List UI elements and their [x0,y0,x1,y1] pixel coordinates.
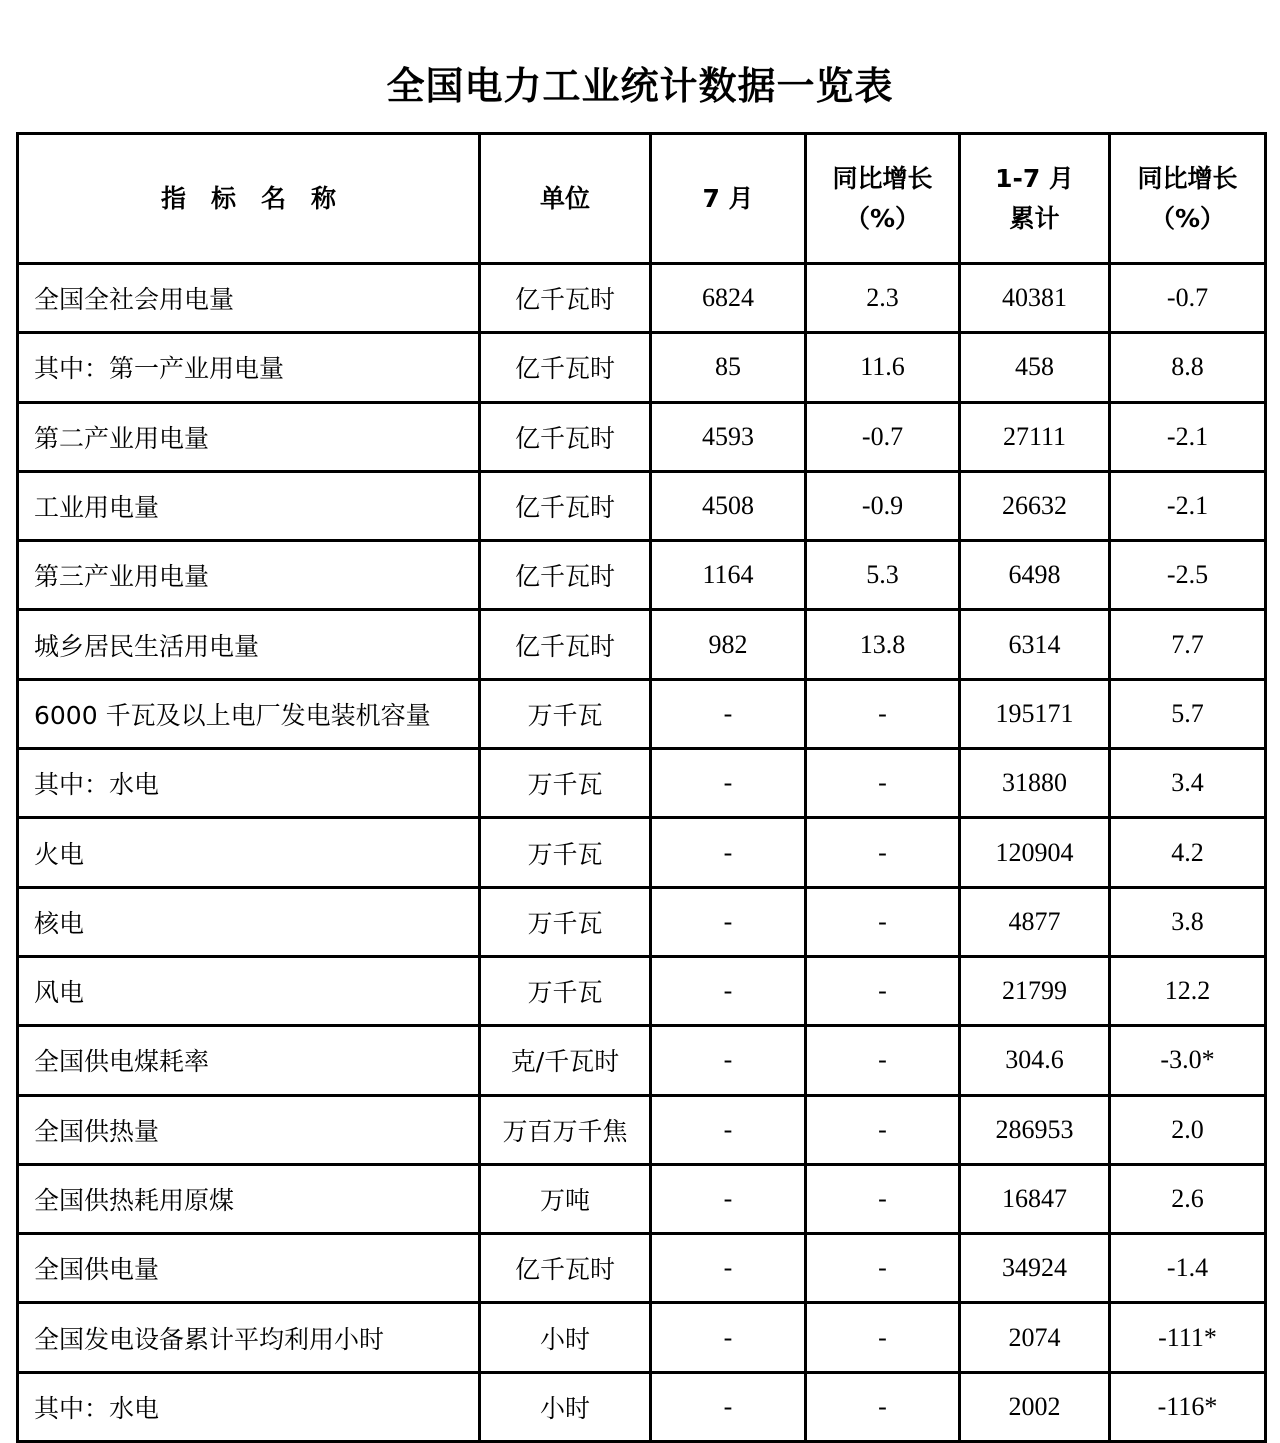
table-row [18,749,1266,818]
unit-cell: 亿千瓦时 [480,471,651,540]
indicator-name: 城乡居民生活用电量 [18,610,480,679]
table-row [18,887,1266,956]
cumulative-yoy-value: 2.0 [1110,1095,1266,1164]
cumulative-yoy-value: -2.5 [1110,541,1266,610]
month-value: - [651,1303,806,1372]
header-month: 7 月 [651,134,806,264]
month-yoy-value: - [806,887,960,956]
cumulative-value: 195171 [960,679,1110,748]
indicator-name: 6000 千瓦及以上电厂发电装机容量 [18,679,480,748]
cumulative-value: 26632 [960,471,1110,540]
month-value: - [651,956,806,1025]
month-yoy-value: - [806,956,960,1025]
month-yoy-value: - [806,679,960,748]
unit-cell: 万千瓦 [480,956,651,1025]
unit-cell: 万千瓦 [480,818,651,887]
cumulative-value: 120904 [960,818,1110,887]
month-yoy-value: - [806,818,960,887]
month-yoy-value: - [806,1095,960,1164]
cumulative-value: 34924 [960,1234,1110,1303]
cumulative-yoy-value: 3.8 [1110,887,1266,956]
header-row [18,134,1266,264]
unit-cell: 小时 [480,1372,651,1441]
month-value: - [651,818,806,887]
header-unit: 单位 [480,134,651,264]
table-row [18,402,1266,471]
indicator-name: 其中：水电 [18,1372,480,1441]
month-yoy-value: -0.9 [806,471,960,540]
month-value: - [651,887,806,956]
month-yoy-value: - [806,1234,960,1303]
indicator-name: 工业用电量 [18,471,480,540]
unit-cell: 万百万千焦 [480,1095,651,1164]
cumulative-yoy-value: -1.4 [1110,1234,1266,1303]
month-yoy-value: -0.7 [806,402,960,471]
header-yoy-month [806,134,960,264]
table-row [18,264,1266,333]
table-row [18,1303,1266,1372]
table-row [18,1026,1266,1095]
page-title: 全国电力工业统计数据一览表 [386,64,894,108]
unit-cell: 万千瓦 [480,749,651,818]
cumulative-value: 16847 [960,1164,1110,1233]
indicator-name: 其中：第一产业用电量 [18,333,480,402]
cumulative-yoy-value: -116* [1110,1372,1266,1441]
indicator-name: 全国供热量 [18,1095,480,1164]
month-value: - [651,1164,806,1233]
table-row [18,610,1266,679]
cumulative-value: 40381 [960,264,1110,333]
table-row [18,679,1266,748]
indicator-name: 全国发电设备累计平均利用小时 [18,1303,480,1372]
month-value: 1164 [651,541,806,610]
header-yoy-cumulative [1110,134,1266,264]
month-yoy-value: - [806,1164,960,1233]
header-yoy-month-unit: （%） [844,203,921,233]
cumulative-value: 2002 [960,1372,1110,1441]
cumulative-yoy-value: 3.4 [1110,749,1266,818]
month-yoy-value: - [806,749,960,818]
header-yoy-cumulative-unit: （%） [1149,203,1226,233]
month-yoy-value: 13.8 [806,610,960,679]
indicator-name: 全国供电煤耗率 [18,1026,480,1095]
table-row [18,818,1266,887]
cumulative-value: 2074 [960,1303,1110,1372]
header-yoy-cumulative-label: 同比增长 [1137,163,1238,193]
cumulative-yoy-value: -0.7 [1110,264,1266,333]
indicator-name: 核电 [18,887,480,956]
month-value: - [651,1372,806,1441]
cumulative-value: 304.6 [960,1026,1110,1095]
table-row [18,541,1266,610]
indicator-name: 火电 [18,818,480,887]
indicator-name: 全国供电量 [18,1234,480,1303]
cumulative-value: 6314 [960,610,1110,679]
unit-cell: 亿千瓦时 [480,264,651,333]
unit-cell: 万千瓦 [480,887,651,956]
unit-cell: 万千瓦 [480,679,651,748]
unit-cell: 亿千瓦时 [480,1234,651,1303]
cumulative-yoy-value: 8.8 [1110,333,1266,402]
table-row [18,1372,1266,1441]
statistics-table [16,132,1267,1443]
cumulative-value: 6498 [960,541,1110,610]
month-value: 85 [651,333,806,402]
indicator-name: 第二产业用电量 [18,402,480,471]
month-yoy-value: - [806,1372,960,1441]
indicator-name: 第三产业用电量 [18,541,480,610]
month-value: 4508 [651,471,806,540]
table-row [18,471,1266,540]
month-yoy-value: 11.6 [806,333,960,402]
indicator-name: 其中：水电 [18,749,480,818]
month-yoy-value: 5.3 [806,541,960,610]
month-value: - [651,679,806,748]
cumulative-yoy-value: 12.2 [1110,956,1266,1025]
table-row [18,1164,1266,1233]
month-yoy-value: 2.3 [806,264,960,333]
cumulative-value: 4877 [960,887,1110,956]
unit-cell: 亿千瓦时 [480,610,651,679]
cumulative-yoy-value: 5.7 [1110,679,1266,748]
header-yoy-month-label: 同比增长 [832,163,933,193]
unit-cell: 亿千瓦时 [480,541,651,610]
table-row [18,333,1266,402]
header-cumulative-label: 累计 [1009,203,1060,233]
unit-cell: 克/千瓦时 [480,1026,651,1095]
unit-cell: 亿千瓦时 [480,402,651,471]
table-row [18,1234,1266,1303]
cumulative-yoy-value: -2.1 [1110,402,1266,471]
cumulative-yoy-value: -2.1 [1110,471,1266,540]
header-cumulative-period: 1-7 月 [995,163,1074,193]
indicator-name: 全国全社会用电量 [18,264,480,333]
month-yoy-value: - [806,1026,960,1095]
cumulative-yoy-value: 7.7 [1110,610,1266,679]
table-row [18,956,1266,1025]
month-value: - [651,1095,806,1164]
header-cumulative [960,134,1110,264]
cumulative-value: 286953 [960,1095,1110,1164]
cumulative-value: 21799 [960,956,1110,1025]
unit-cell: 万吨 [480,1164,651,1233]
indicator-name: 全国供热耗用原煤 [18,1164,480,1233]
month-value: - [651,1234,806,1303]
table-row [18,1095,1266,1164]
month-value: 6824 [651,264,806,333]
cumulative-value: 27111 [960,402,1110,471]
header-indicator-name: 指 标 名 称 [18,134,480,264]
month-value: - [651,749,806,818]
cumulative-yoy-value: 4.2 [1110,818,1266,887]
unit-cell: 小时 [480,1303,651,1372]
month-yoy-value: - [806,1303,960,1372]
cumulative-value: 31880 [960,749,1110,818]
month-value: 4593 [651,402,806,471]
cumulative-yoy-value: -3.0* [1110,1026,1266,1095]
month-value: 982 [651,610,806,679]
cumulative-yoy-value: 2.6 [1110,1164,1266,1233]
cumulative-value: 458 [960,333,1110,402]
indicator-name: 风电 [18,956,480,1025]
month-value: - [651,1026,806,1095]
cumulative-yoy-value: -111* [1110,1303,1266,1372]
unit-cell: 亿千瓦时 [480,333,651,402]
